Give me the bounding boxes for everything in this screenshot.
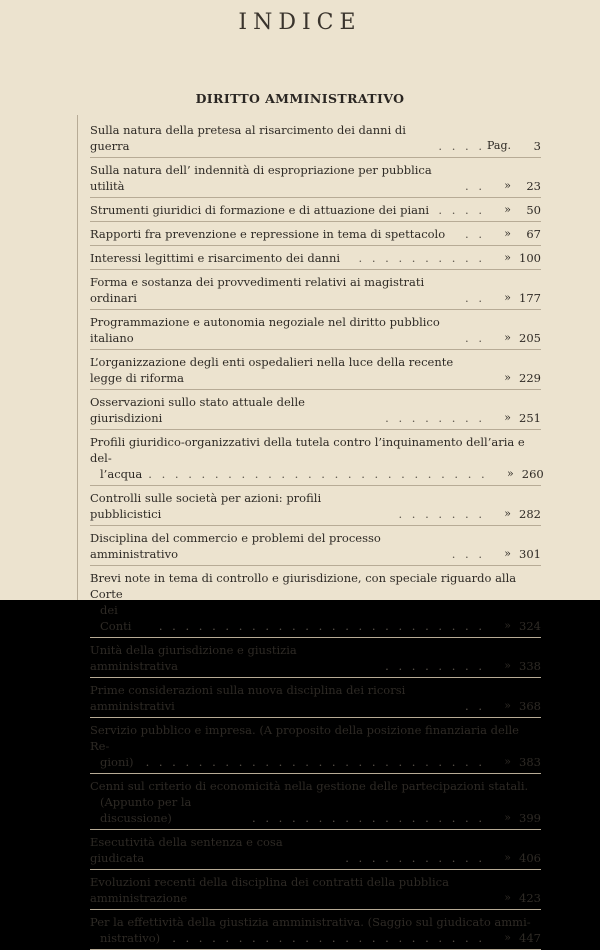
toc-entry [90,718,541,774]
toc-entry-title: Prime considerazioni sulla nuova disciplina dei ricorsi amministrativi [90,683,406,713]
toc-entry [90,118,541,158]
page-prefix: » [504,931,511,944]
toc-entry-title: Strumenti giuridici di formazione e di attuazione dei piani [90,203,430,217]
toc-entry-title: Programmazione e autonomia negoziale nel diritto pubblico italiano [90,315,440,345]
page-number: 282 [519,507,541,521]
page-prefix: » [504,755,511,768]
toc-entry [90,270,541,310]
page-number: 368 [519,699,541,713]
toc-entry-title: Evoluzioni recenti della disciplina dei contratti della pubblica amministrazione [90,875,449,905]
page-prefix: » [504,411,511,424]
leader-dots: . . [465,179,485,193]
page-number: 399 [519,811,541,825]
leader-dots: . . . . . . . . . . [358,251,485,265]
leader-dots: . . . . [438,139,485,153]
page-number: 447 [519,931,541,945]
page-title: INDICE [238,10,362,35]
page-prefix: » [504,547,511,560]
toc-entry [90,310,541,350]
leader-dots: . . . . . . . [398,507,485,521]
toc-entry-title-continuation: nistrativo) [100,931,161,945]
page-number: 100 [519,251,541,265]
toc-entry-title-continuation: dei Conti [100,603,132,633]
toc-entry-title: Forma e sostanza dei provvedimenti relativi ai magistrati ordinari [90,275,425,305]
toc-entry [90,774,541,830]
toc-entry-title: Cenni sul criterio di economicità nella gestione delle partecipazioni statali. [90,779,529,793]
page-prefix: » [504,891,511,904]
page-number: 338 [519,659,541,673]
toc-entry-title-continuation: gioni) [100,755,134,769]
page-number: 229 [519,371,541,385]
toc-entry [90,566,541,638]
page-number: 301 [519,547,541,561]
leader-dots: . . [465,227,485,241]
toc-entry-title: Osservazioni sullo stato attuale delle giurisdizioni [90,395,305,425]
toc-entry-title: Per la effettività della giustizia amministrativa. (Saggio sul giudicato ammi- [90,915,531,929]
toc-entry [90,830,541,870]
toc-entry [90,678,541,718]
leader-dots: . . . . . . . . [385,659,485,673]
leader-dots: . . . . [438,203,485,217]
toc-entry-title: Sulla natura dell’ indennità di espropriazione per pubblica utilità [90,163,432,193]
page-number: 324 [519,619,541,633]
leader-dots: . . . [451,547,485,561]
page-number: 205 [519,331,541,345]
toc-entry [90,910,541,950]
page-prefix: » [504,291,511,304]
leader-dots: . . . . . . . . . . . . . . . . . . . . . . . . . [158,619,485,633]
page-prefix: » [504,331,511,344]
toc-entry-title: Rapporti fra prevenzione e repressione in tema di spettacolo [90,227,446,241]
page-prefix: » [504,179,511,192]
toc-entry-title: Esecutività della sentenza e cosa giudicata [90,835,283,865]
page-number: 260 [521,467,544,481]
page-number: 177 [519,291,541,305]
toc-entry-title: Profili giuridico-organizzativi della tutela contro l’inquinamento dell’aria e del- [90,435,525,465]
page-number: 3 [533,139,541,153]
page-prefix: » [504,227,511,240]
page-number: 383 [519,755,541,769]
toc-entry [90,430,544,486]
table-of-contents [90,118,544,950]
page-prefix: » [504,251,511,264]
toc-entry-title: Unità della giurisdizione e giustizia amministrativa [90,643,297,673]
toc-entry [90,390,541,430]
leader-dots: . . . . . . . . . . . . . . . . . . . . . . . . [172,931,485,945]
leader-dots: . . . . . . . . . . . . . . . . . . [252,811,485,825]
toc-entry-title: Brevi note in tema di controllo e giurisdizione, con speciale riguardo alla Corte [90,571,517,601]
page-prefix: » [504,811,511,824]
leader-dots: . . . . . . . . . . . . . . . . . . . . . . . . . . [148,467,488,481]
toc-entry [90,246,541,270]
page-prefix: » [506,467,514,480]
column-rule [77,115,78,600]
page-number: 67 [526,227,541,241]
toc-entry-title-continuation: l’acqua [100,467,143,481]
toc-entry [90,638,541,678]
page-prefix: » [504,371,511,384]
page-prefix: » [504,619,511,632]
leader-dots: . . [465,331,485,345]
page-number: 406 [519,851,541,865]
toc-entry [90,526,541,566]
page-prefix: Pag. [486,139,511,152]
toc-entry [90,486,541,526]
leader-dots: . . . . . . . . . . . [345,851,485,865]
toc-entry-title: Controlli sulle società per azioni: profili pubblicistici [90,491,322,521]
toc-entry [90,222,541,246]
page-prefix: » [504,851,511,864]
page-number: 251 [519,411,541,425]
toc-entry-title: Servizio pubblico e impresa. (A proposito della posizione finanziaria delle Re- [90,723,519,753]
toc-entry-title: Interessi legittimi e risarcimento dei danni [90,251,341,265]
toc-entry-title: L’organizzazione degli enti ospedalieri nella luce della recente legge di riforma [90,355,454,385]
leader-dots: . . [465,291,485,305]
toc-entry [90,350,541,390]
toc-entry-title: Sulla natura della pretesa al risarcimento dei danni di guerra [90,123,406,153]
leader-dots: . . . . . . . . [385,411,485,425]
page-prefix: » [504,659,511,672]
section-heading: DIRITTO AMMINISTRATIVO [195,91,405,106]
leader-dots: . . [465,699,485,713]
page-number: 423 [519,891,541,905]
toc-entry [90,870,541,910]
toc-entry-title-continuation: (Appunto per la discussione) [100,795,192,825]
page-prefix: » [504,203,511,216]
leader-dots: . . . . . . . . . . . . . . . . . . . . . . . . . . [145,755,485,769]
page-prefix: » [504,507,511,520]
toc-entry [90,158,541,198]
page-prefix: » [504,699,511,712]
page-number: 23 [526,179,541,193]
toc-entry-title: Disciplina del commercio e problemi del processo amministrativo [90,531,381,561]
page-number: 50 [526,203,541,217]
toc-entry [90,198,541,222]
